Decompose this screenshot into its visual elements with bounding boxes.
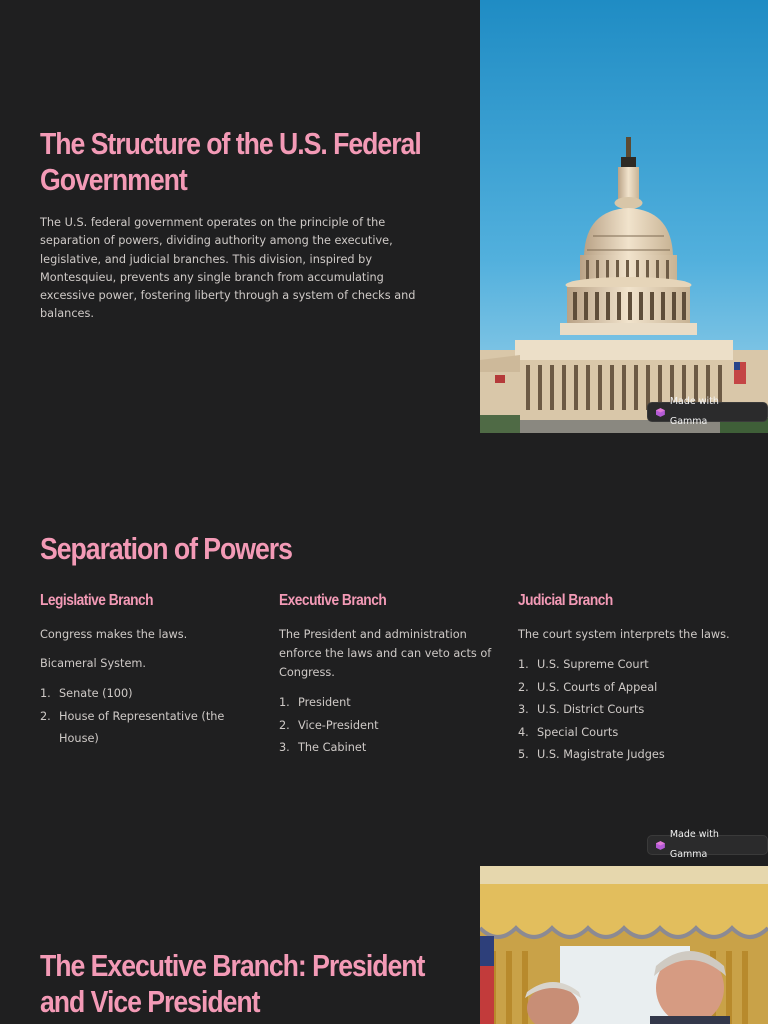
capitol-building-image (480, 0, 768, 433)
gamma-logo-icon (656, 841, 665, 850)
numbered-list (518, 654, 738, 767)
title-line-2: Government (40, 162, 187, 197)
oval-office-image (480, 866, 768, 1024)
list-item: 2. Vice-President (279, 718, 379, 732)
list-item: 1. U.S. Supreme Court (518, 658, 649, 671)
judicial-branch-column (518, 591, 738, 767)
list-item: 2. House of Representative (the House) (40, 709, 225, 745)
title-line-2: and Vice President (40, 984, 260, 1019)
column-text: Congress makes the laws. (40, 628, 188, 641)
title-line-1: The Executive Branch: President (40, 948, 425, 983)
slide-executive-branch (0, 866, 768, 1024)
list-item: 3. The Cabinet (279, 741, 367, 754)
list-item: 4. Special Courts (518, 725, 619, 739)
numbered-list (279, 692, 499, 760)
badge-label: Made with Gamma (669, 396, 719, 427)
intro-paragraph: The U.S. federal government operates on the principle of the separation of powers, dividing authority among the executive, legislative, and judicial branches. This division, inspired by Montesquieu, prevents any single branch from accumulating excessive power, fostering liberty through a system of checks and balances. (40, 216, 416, 321)
list-item: 2. U.S. Courts of Appeal (518, 680, 658, 694)
column-heading: Executive Branch (279, 592, 387, 609)
column-heading: Judicial Branch (518, 592, 613, 609)
list-item: 1. President (279, 696, 351, 709)
title-line-1: The Structure of the U.S. Federal (40, 126, 421, 161)
slide-separation-of-powers (0, 433, 768, 866)
made-with-gamma-badge[interactable] (647, 829, 768, 860)
gamma-logo-icon (656, 408, 665, 417)
column-heading: Legislative Branch (40, 592, 154, 609)
badge-label: Made with Gamma (669, 829, 719, 860)
slide-title: Separation of Powers (40, 531, 292, 566)
list-item: 1. Senate (100) (40, 687, 133, 700)
legislative-branch-column (40, 591, 260, 751)
slide-title (40, 948, 424, 1020)
list-item: 5. U.S. Magistrate Judges (518, 748, 665, 761)
column-text: The President and administration enforce the laws and can veto acts of Congress. (279, 628, 492, 679)
list-item: 3. U.S. District Courts (518, 703, 645, 716)
made-with-gamma-badge[interactable] (647, 396, 768, 427)
numbered-list (40, 683, 260, 751)
column-text: The court system interprets the laws. (518, 628, 730, 641)
column-text: Bicameral System. (40, 657, 146, 670)
executive-branch-column (279, 591, 499, 760)
slide-federal-structure (0, 0, 768, 433)
slide-title (40, 126, 421, 198)
